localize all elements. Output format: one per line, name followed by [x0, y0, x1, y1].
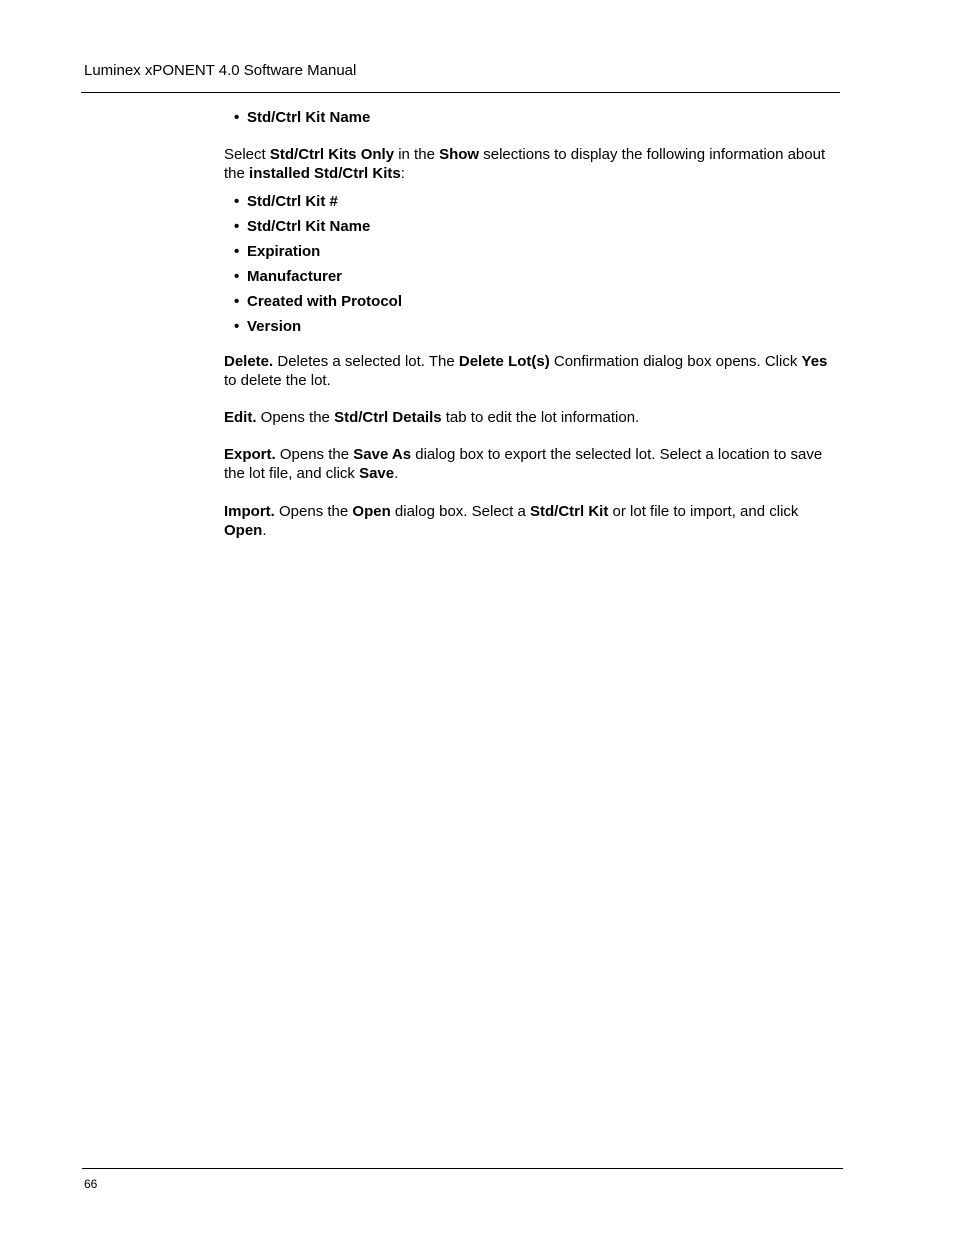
list-item: • Std/Ctrl Kit # [234, 193, 338, 210]
bullet-icon: • [234, 243, 240, 260]
bullet-icon: • [234, 318, 240, 335]
page-number: 66 [84, 1177, 98, 1191]
manual-body [224, 108, 842, 540]
bullet-icon: • [234, 268, 240, 285]
list-item: • Std/Ctrl Kit Name [234, 109, 371, 126]
list-item: • Manufacturer [234, 268, 343, 285]
bullet-icon: • [234, 218, 240, 235]
kit-fields-list [224, 192, 842, 342]
top-bullet-list [224, 108, 842, 133]
running-header: Luminex xPONENT 4.0 Software Manual [84, 62, 357, 79]
bullet-icon: • [234, 109, 240, 126]
delete-description: Delete. Deletes a selected lot. The Delete Lot(s) Confirmation dialog box opens. Click Yes to delete the lot. [224, 353, 828, 389]
footer-divider [82, 1168, 843, 1169]
list-item: • Created with Protocol [234, 293, 403, 310]
export-description: Export. Opens the Save As dialog box to export the selected lot. Select a location to save the lot file, and click Save. [224, 446, 823, 482]
bullet-icon: • [234, 193, 240, 210]
list-item: • Version [234, 318, 302, 335]
edit-description: Edit. Opens the Std/Ctrl Details tab to edit the lot information. [224, 409, 640, 426]
show-selection-paragraph: Select Std/Ctrl Kits Only in the Show selections to display the following information about the installed Std/Ctrl Kits: [224, 146, 826, 182]
list-item: • Std/Ctrl Kit Name [234, 218, 371, 235]
list-item: • Expiration [234, 243, 321, 260]
import-description: Import. Opens the Open dialog box. Select a Std/Ctrl Kit or lot file to import, and click Open. [224, 503, 799, 539]
header-divider [81, 92, 840, 93]
bullet-icon: • [234, 293, 240, 310]
